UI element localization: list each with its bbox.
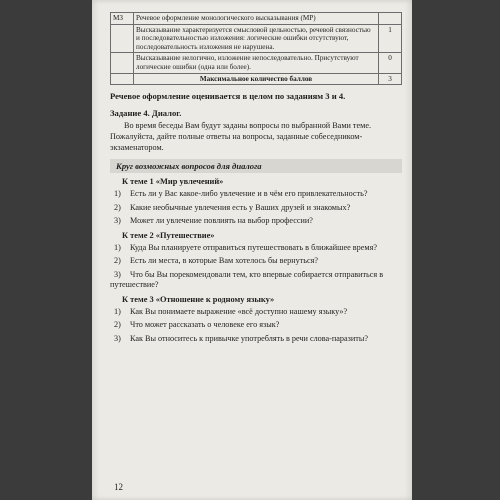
question-text: Есть ли места, в которые Вам хотелось бы вернуться?: [130, 256, 319, 266]
question-number: 2): [114, 202, 121, 212]
question-text: Может ли увлечение повлиять на выбор профессии?: [130, 216, 313, 226]
criteria-table: [110, 12, 402, 85]
criterion-description: Высказывание характеризуется смысловой цельностью, речевой связностью и последовательностью изложения: логические ошибки отсутствуют, последовательность изложения не нарушена.: [134, 24, 379, 53]
max-score-label: Максимальное количество баллов: [134, 73, 379, 85]
question-item: [110, 320, 402, 331]
topic-title: К теме 2 «Путешествие»: [122, 230, 215, 240]
topic-block: [110, 295, 402, 345]
page-number: 12: [114, 482, 123, 492]
page-content: [110, 12, 402, 347]
question-number: 1): [114, 242, 121, 252]
question-text: Какие необычные увлечения есть у Ваших друзей и знакомых?: [130, 202, 351, 212]
question-number: 1): [114, 189, 121, 199]
question-text: Как Вы относитесь к привычке употреблять в речи слова-паразиты?: [130, 333, 368, 343]
question-item: [110, 270, 402, 291]
task-text: Во время беседы Вам будут заданы вопросы по выбранной Вами теме. Пожалуйста, дайте полные ответы на вопросы, заданные собеседником-экзаменатором.: [110, 121, 371, 153]
table-row: [111, 53, 402, 73]
questions-heading: Круг возможных вопросов для диалога: [110, 159, 402, 173]
question-text: Куда Вы планируете отправиться путешествовать в ближайшее время?: [130, 242, 377, 252]
criterion-code: МЗ: [111, 13, 134, 25]
topic-block: [110, 177, 402, 227]
question-item: [110, 189, 402, 200]
question-item: [110, 256, 402, 267]
question-number: 3): [114, 269, 121, 279]
question-item: [110, 307, 402, 318]
max-score-value: 3: [379, 73, 402, 85]
question-item: [110, 243, 402, 254]
topic-block: [110, 231, 402, 291]
question-number: 3): [114, 333, 121, 343]
question-item: [110, 203, 402, 214]
evaluation-note: Речевое оформление оценивается в целом по заданиям 3 и 4.: [110, 91, 346, 102]
table-row: [111, 24, 402, 53]
question-text: Что бы Вы порекомендовали тем, кто впервые собирается отправиться в путешествие?: [110, 269, 384, 290]
question-number: 2): [114, 256, 121, 266]
book-page: [92, 0, 412, 500]
task-title: Задание 4. Диалог.: [110, 108, 182, 119]
question-number: 1): [114, 306, 121, 316]
question-item: [110, 216, 402, 227]
criterion-score: 1: [379, 24, 402, 53]
topic-title: К теме 1 «Мир увлечений»: [122, 177, 224, 187]
question-number: 3): [114, 216, 121, 226]
question-item: [110, 334, 402, 345]
question-number: 2): [114, 320, 121, 330]
criterion-title: Речевое оформление монологического высказывания (МР): [134, 13, 379, 25]
question-text: Что может рассказать о человеке его язык?: [130, 320, 280, 330]
table-header-row: [111, 13, 402, 25]
criterion-score: 0: [379, 53, 402, 73]
table-max-row: [111, 73, 402, 85]
question-text: Как Вы понимаете выражение «всё доступно нашему языку»?: [130, 306, 348, 316]
criterion-description: Высказывание нелогично, изложение непоследовательно. Присутствуют логические ошибки (одна или более).: [134, 53, 379, 73]
topic-title: К теме 3 «Отношение к родному языку»: [122, 294, 275, 304]
question-text: Есть ли у Вас какое-либо увлечение и в чём его привлекательность?: [130, 189, 368, 199]
